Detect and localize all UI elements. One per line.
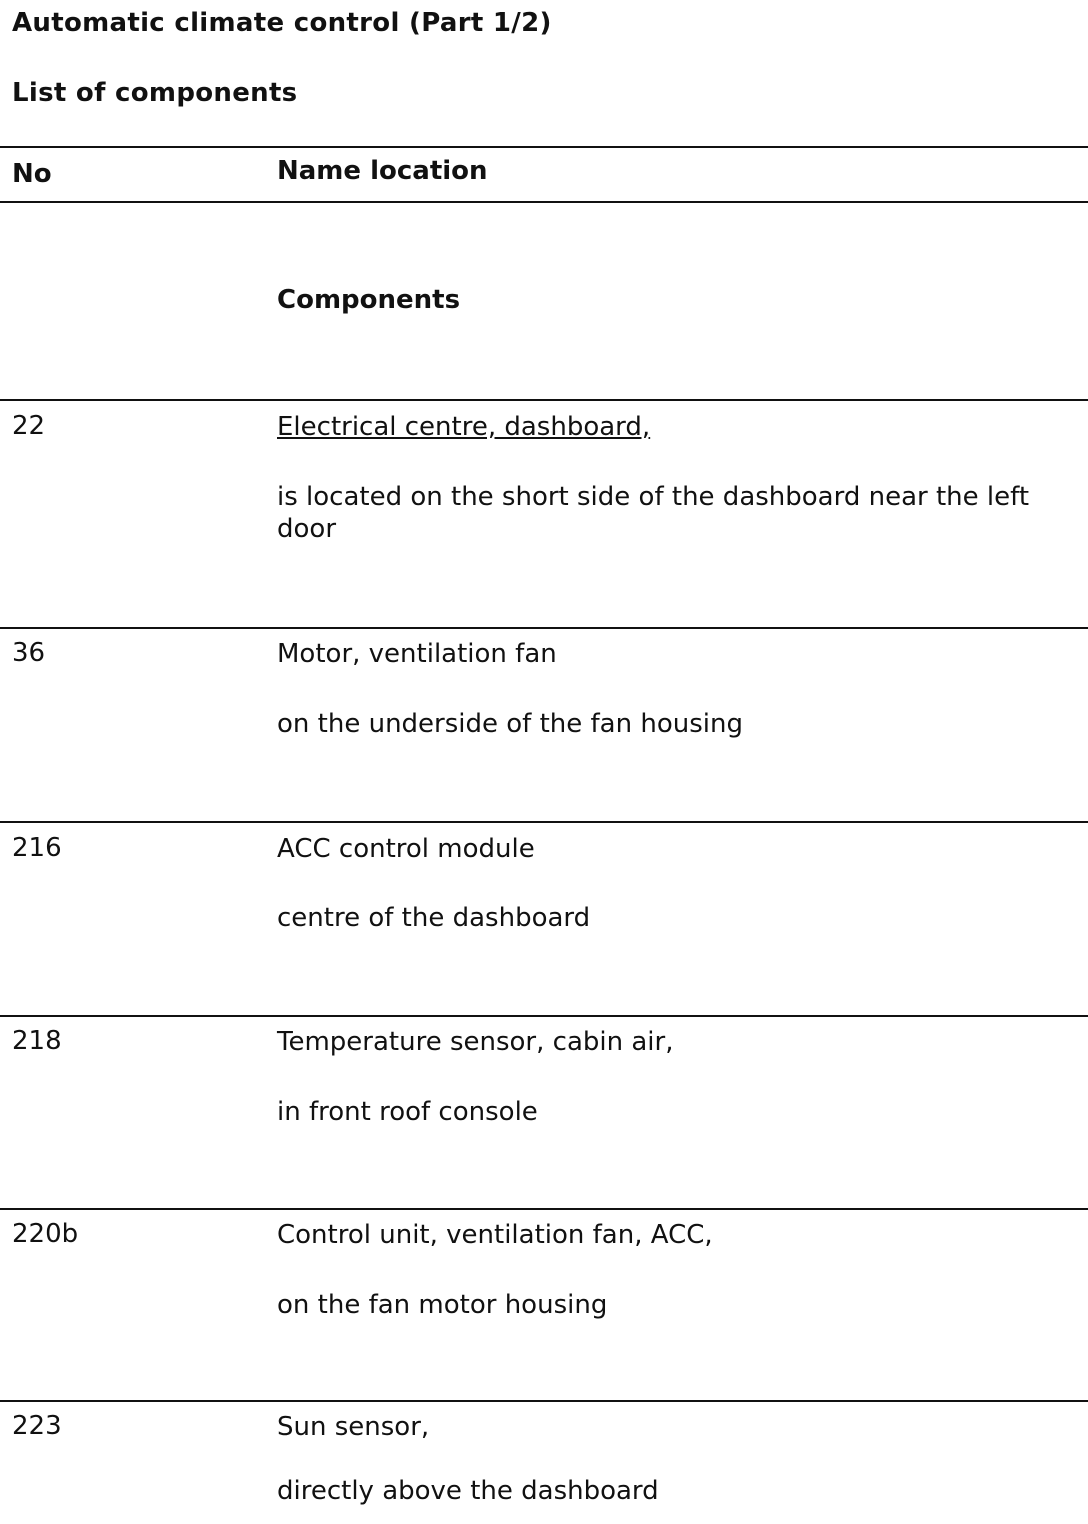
row-rule <box>0 627 1088 629</box>
row-location: centre of the dashboard <box>277 903 591 933</box>
row-name-link[interactable]: Electrical centre, dashboard, <box>277 412 651 442</box>
row-location: in front roof console <box>277 1097 538 1127</box>
section-title: List of components <box>12 78 298 108</box>
row-rule <box>0 1400 1088 1402</box>
document-title: Automatic climate control (Part 1/2) <box>12 8 552 38</box>
row-rule <box>0 399 1088 401</box>
row-no: 218 <box>12 1026 62 1056</box>
table-top-rule <box>0 146 1088 148</box>
row-name: ACC control module <box>277 834 535 864</box>
row-location: on the fan motor housing <box>277 1290 608 1320</box>
header-bottom-rule <box>0 201 1088 203</box>
row-location: directly above the dashboard <box>277 1476 659 1506</box>
header-no: No <box>12 159 52 189</box>
row-name: Motor, ventilation fan <box>277 639 557 669</box>
row-name: Control unit, ventilation fan, ACC, <box>277 1220 713 1250</box>
row-no: 22 <box>12 411 46 441</box>
row-no: 216 <box>12 833 62 863</box>
row-rule <box>0 1208 1088 1210</box>
row-name: Temperature sensor, cabin air, <box>277 1027 674 1057</box>
row-name: Sun sensor, <box>277 1412 430 1442</box>
row-no: 36 <box>12 638 46 668</box>
group-heading: Components <box>277 285 461 315</box>
row-location: is located on the short side of the dashboard near the left door <box>277 482 1030 544</box>
header-name-location: Name location <box>277 156 488 186</box>
row-location: on the underside of the fan housing <box>277 709 743 739</box>
row-rule <box>0 1015 1088 1017</box>
row-no: 223 <box>12 1411 62 1441</box>
row-rule <box>0 821 1088 823</box>
row-no: 220b <box>12 1219 79 1249</box>
